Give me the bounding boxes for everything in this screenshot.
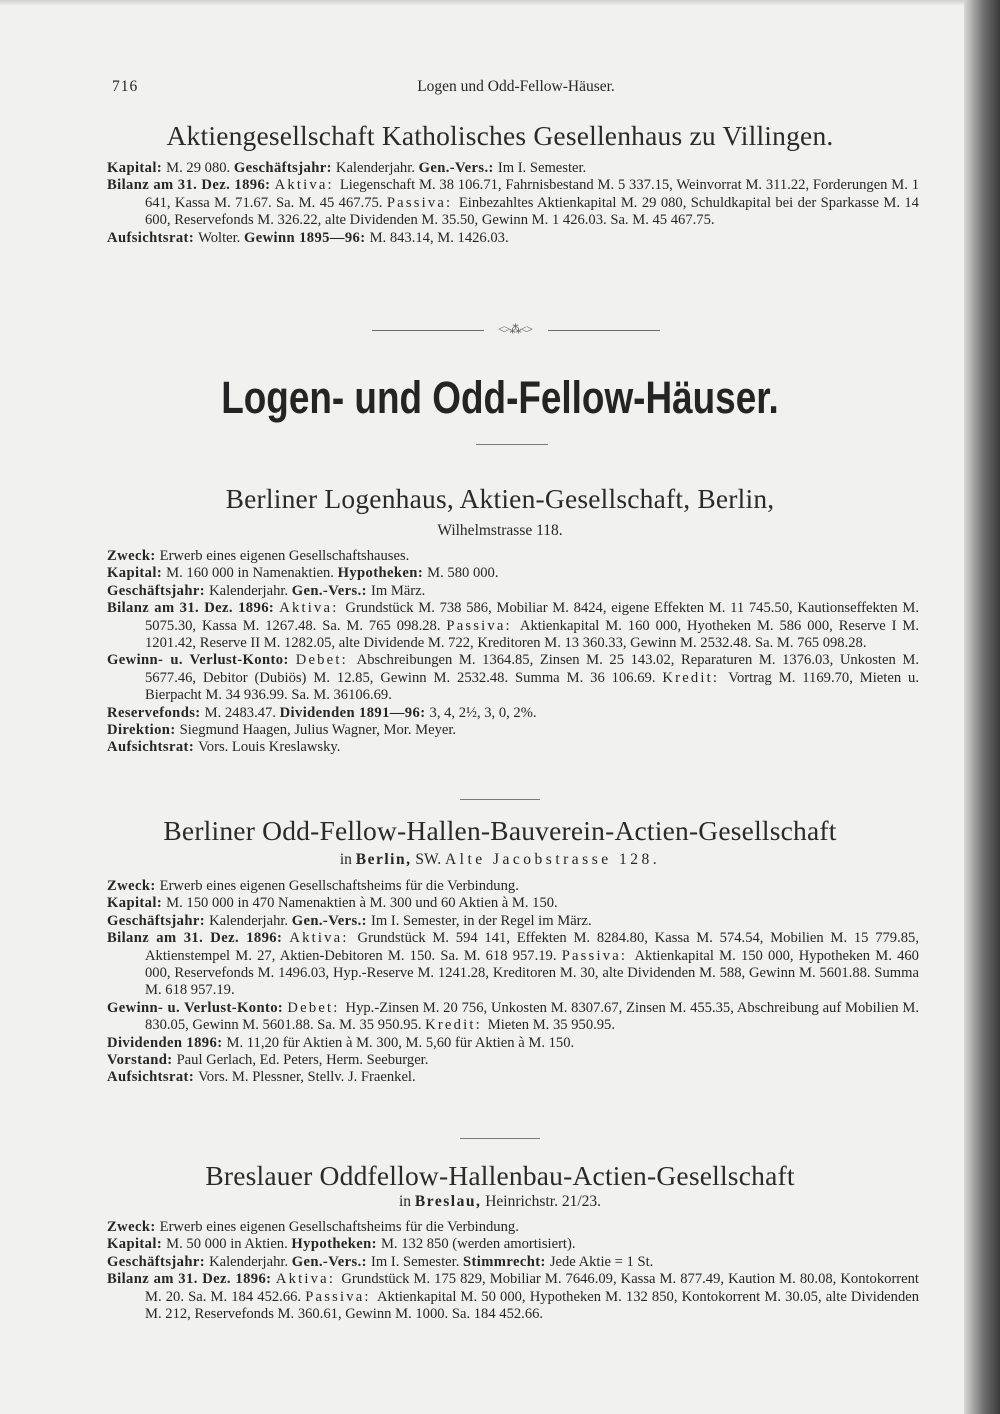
field-label: Hypotheken: [337, 565, 428, 582]
vorstand-line [107, 1052, 919, 1069]
dividenden-line [107, 1035, 919, 1052]
field-label: Gen.-Vers.: [291, 1253, 371, 1270]
city-name: Berlin, [355, 851, 412, 868]
aktiva-text: Grundstück M. 594 141, Effekten M. 8284.80, Kassa M. 574.54, Mobilien M. 15 779.85, Aktienstempel M. 27, Aktien-Debitoren M. 150. Sa. M. 618 957.19. [145, 930, 919, 964]
field-value: Im I. Semester. [497, 160, 587, 176]
field-label: Reservefonds: [107, 704, 205, 721]
debet-label: Debet: [287, 999, 346, 1016]
field-value: Paul Gerlach, Ed. Peters, Herm. Seeburger. [176, 1052, 429, 1069]
kapital-line [107, 895, 919, 912]
field-label: Gewinn 1895—96: [243, 229, 370, 246]
street-address: Alte Jacobstrasse 128. [444, 851, 661, 868]
field-label: Geschäftsjahr: [107, 912, 210, 929]
field-label: Bilanz am 31. Dez. 1896: [107, 177, 275, 194]
entry-body-berliner-logenhaus [107, 548, 919, 757]
passiva-label: Passiva: [561, 947, 635, 964]
field-value: M. 160 000 in Namenaktien. [166, 565, 338, 582]
running-title: Logen und Odd-Fellow-Häuser. [417, 78, 615, 95]
field-value: Kalenderjahr. [335, 160, 419, 176]
field-label: Gewinn- u. Verlust-Konto: [107, 999, 288, 1016]
ornament-divider [372, 322, 660, 337]
aktiva-text: Grundstück M. 738 586, Mobiliar M. 8424, eigene Effekten M. 11 745.50, Kautionseffekten M. 5075.30, Kassa M. 1267.48. Sa. M. 765 098.28. [145, 600, 919, 634]
field-value: Jede Aktie = 1 St. [549, 1253, 654, 1270]
field-label: Direktion: [107, 722, 180, 739]
field-label: Dividenden 1896: [107, 1034, 227, 1051]
passiva-text: Aktienkapital M. 160 000, Hyotheken M. 586 000, Reserve I M. 1201.42, Reserve II M. 1282.05, alte Dividende M. 722, Kreditoren M. 13 360.33, Gewinn M. 2532.48. Sa. M. 765 098.28. [145, 617, 919, 652]
field-value: Kalenderjahr. [209, 1253, 292, 1270]
kredit-text: Vortrag M. 1169.70, Mieten u. Bierpacht M. 34 936.99. Sa. M. 36106.69. [145, 669, 919, 704]
field-label: Zweck: [107, 1219, 160, 1235]
geschaeftsjahr-line [107, 1254, 919, 1271]
aktiva-text: Liegenschaft M. 38 106.71, Fahrnisbestand M. 5 337.15, Weinvorrat M. 311.22, Forderungen M. 1 641, Kassa M. 71.67. Sa. M. 45 467.75. [145, 177, 919, 211]
entry-line [107, 230, 919, 247]
field-label: Bilanz am 31. Dez. 1896: [107, 930, 290, 947]
field-label: Gewinn- u. Verlust-Konto: [107, 652, 296, 669]
bilanz-paragraph [107, 600, 919, 652]
debet-text: Hyp.-Zinsen M. 20 756, Unkosten M. 8307.67, Zinsen M. 455.35, Abschreibung auf Mobilien M. 830.05, Gewinn M. 5601.88. Sa. M. 35 950.95. [145, 999, 919, 1034]
passiva-label: Passiva: [446, 617, 520, 634]
field-label: Bilanz am 31. Dez. 1896: [107, 1271, 276, 1288]
entry-line [107, 160, 919, 177]
entry-body-berliner-oddfellow [107, 878, 919, 1087]
field-label: Vorstand: [107, 1052, 177, 1069]
district: SW. [411, 851, 445, 868]
field-value: M. 132 850 (werden amortisiert). [380, 1236, 576, 1253]
ornament-glyph: <>⁂<> [498, 322, 533, 336]
street-address: Heinrichstr. 21/23. [481, 1193, 602, 1210]
field-label: Aufsichtsrat: [107, 739, 199, 756]
section-rule [476, 444, 548, 445]
entry-title-berliner-oddfellow: Berliner Odd-Fellow-Hallen-Bauverein-Actien-Gesellschaft [163, 815, 837, 846]
zweck-line [107, 548, 919, 565]
aufsichtsrat-line [107, 1069, 919, 1086]
entry-separator [460, 1138, 540, 1139]
zweck-line [107, 878, 919, 895]
geschaeftsjahr-line [107, 583, 919, 600]
field-value: M. 2483.47. [204, 704, 280, 721]
guv-paragraph [107, 652, 919, 704]
field-value: Siegmund Haagen, Julius Wagner, Mor. Meyer. [179, 722, 457, 739]
field-label: Geschäftsjahr: [233, 160, 336, 176]
city-name: Breslau, [414, 1193, 482, 1210]
passiva-text: Aktienkapital M. 150 000, Hypotheken M. 460 000, Reservefonds M. 1496.03, Hyp.-Reserve M. 1241.28, Kreditoren M. 30, alte Dividenden M. 588, Gewinn M. 5601.88. Summa M. 618 957.19. [145, 947, 919, 999]
in-word: in [339, 851, 356, 868]
field-label: Zweck: [107, 548, 160, 564]
bilanz-paragraph [107, 1271, 919, 1323]
zweck-line [107, 1219, 919, 1236]
page-number: 716 [112, 78, 139, 95]
aktiva-text: Grundstück M. 175 829, Mobiliar M. 7646.09, Kassa M. 877.49, Kaution M. 80.08, Kontokorrent M. 20. Sa. M. 184 452.66. [145, 1271, 919, 1305]
field-label: Kapital: [107, 1236, 167, 1253]
section-heading: Logen- und Odd-Fellow-Häuser. [221, 372, 779, 423]
entry-separator [460, 799, 540, 800]
field-value: Erwerb eines eigenen Gesellschaftsheims für die Verbindung. [159, 878, 519, 894]
aufsichtsrat-line [107, 739, 919, 756]
in-word: in [398, 1193, 415, 1210]
aktiva-label: Aktiva: [274, 177, 340, 194]
field-value: Vors. Louis Kreslawsky. [198, 739, 341, 756]
debet-label: Debet: [295, 652, 357, 669]
field-label: Stimmrecht: [463, 1253, 550, 1270]
kredit-label: Kredit: [425, 1017, 488, 1034]
field-value: M. 11,20 für Aktien à M. 300, M. 5,60 für Aktien à M. 150. [226, 1034, 575, 1051]
kredit-label: Kredit: [662, 669, 729, 686]
entry-title-breslauer-oddfellow: Breslauer Oddfellow-Hallenbau-Actien-Gesellschaft [205, 1160, 795, 1191]
field-value: M. 50 000 in Aktien. [166, 1236, 292, 1253]
field-label: Zweck: [107, 878, 160, 894]
reserve-line [107, 705, 919, 722]
field-label: Geschäftsjahr: [107, 1253, 210, 1270]
field-value: M. 29 080. [166, 160, 234, 176]
entry-bilanz [107, 177, 919, 229]
entry-location [0, 851, 1000, 869]
field-value: Im I. Semester, in der Regel im März. [370, 912, 592, 929]
kapital-line [107, 565, 919, 582]
field-value: Im I. Semester. [370, 1253, 463, 1270]
field-value: Vors. M. Plessner, Stellv. J. Fraenkel. [198, 1069, 416, 1086]
aktiva-label: Aktiva: [289, 930, 358, 947]
field-value: Im März. [370, 582, 426, 599]
field-label: Kapital: [107, 895, 167, 912]
divider-line [372, 330, 484, 331]
field-value: M. 150 000 in 470 Namenaktien à M. 300 und 60 Aktien à M. 150. [166, 895, 558, 912]
divider-line [548, 330, 660, 331]
field-value: M. 843.14, M. 1426.03. [369, 229, 509, 246]
field-label: Kapital: [107, 160, 167, 176]
field-value: Kalenderjahr. [209, 582, 292, 599]
field-label: Aufsichtsrat: [107, 1069, 199, 1086]
direktion-line [107, 722, 919, 739]
aktiva-label: Aktiva: [279, 600, 346, 617]
field-label: Aufsichtsrat: [107, 229, 199, 246]
passiva-text: Einbezahltes Aktienkapital M. 29 080, Schuldkapital bei der Sparkasse M. 14 600, Reservefonds M. 326.22, alte Dividenden M. 35.50, Gewinn M. 1 426.03. Sa. M. 45 467.75. [145, 194, 919, 229]
field-value: Erwerb eines eigenen Gesellschaftshauses. [159, 548, 410, 564]
field-label: Bilanz am 31. Dez. 1896: [107, 600, 280, 617]
bilanz-paragraph [107, 930, 919, 1000]
entry-body-villingen [107, 160, 919, 247]
field-value: Wolter. [198, 229, 244, 246]
entry-title-berliner-logenhaus: Berliner Logenhaus, Aktien-Gesellschaft, Berlin, [225, 483, 775, 514]
geschaeftsjahr-line [107, 913, 919, 930]
field-value: 3, 4, 2½, 3, 0, 2%. [429, 704, 537, 721]
field-value: Erwerb eines eigenen Gesellschaftsheims für die Verbindung. [159, 1219, 519, 1235]
running-header [112, 78, 920, 100]
entry-title-villingen: Aktiengesellschaft Katholisches Gesellenhaus zu Villingen. [166, 120, 834, 151]
field-label: Gen.-Vers.: [418, 160, 498, 176]
kapital-line [107, 1236, 919, 1253]
kredit-text: Mieten M. 35 950.95. [487, 1017, 616, 1034]
debet-text: Abschreibungen M. 1364.85, Zinsen M. 25 143.02, Reparaturen M. 1376.03, Unkosten M. 5677.46, Debitor (Dubiös) M. 12.85, Gewinn M. 2532.48. Summa M. 36 106.69. [145, 652, 919, 686]
field-label: Kapital: [107, 565, 167, 582]
guv-paragraph [107, 1000, 919, 1035]
passiva-label: Passiva: [386, 194, 459, 211]
field-label: Dividenden 1891—96: [279, 704, 430, 721]
field-label: Geschäftsjahr: [107, 582, 210, 599]
field-value: Kalenderjahr. [209, 912, 292, 929]
entry-address: Wilhelmstrasse 118. [437, 522, 563, 539]
field-value: M. 580 000. [427, 565, 499, 582]
aktiva-label: Aktiva: [275, 1271, 342, 1288]
field-label: Gen.-Vers.: [291, 582, 371, 599]
field-label: Gen.-Vers.: [291, 912, 371, 929]
passiva-text: Aktienkapital M. 50 000, Hypotheken M. 132 850, Kontokorrent M. 30.05, alte Dividenden M. 212, Reservefonds M. 360.61, Gewinn M. 1000. Sa. 184 452.66. [145, 1288, 920, 1323]
field-label: Hypotheken: [291, 1236, 381, 1253]
passiva-label: Passiva: [305, 1288, 377, 1305]
entry-body-breslauer-oddfellow [107, 1219, 919, 1323]
entry-location [0, 1193, 1000, 1211]
